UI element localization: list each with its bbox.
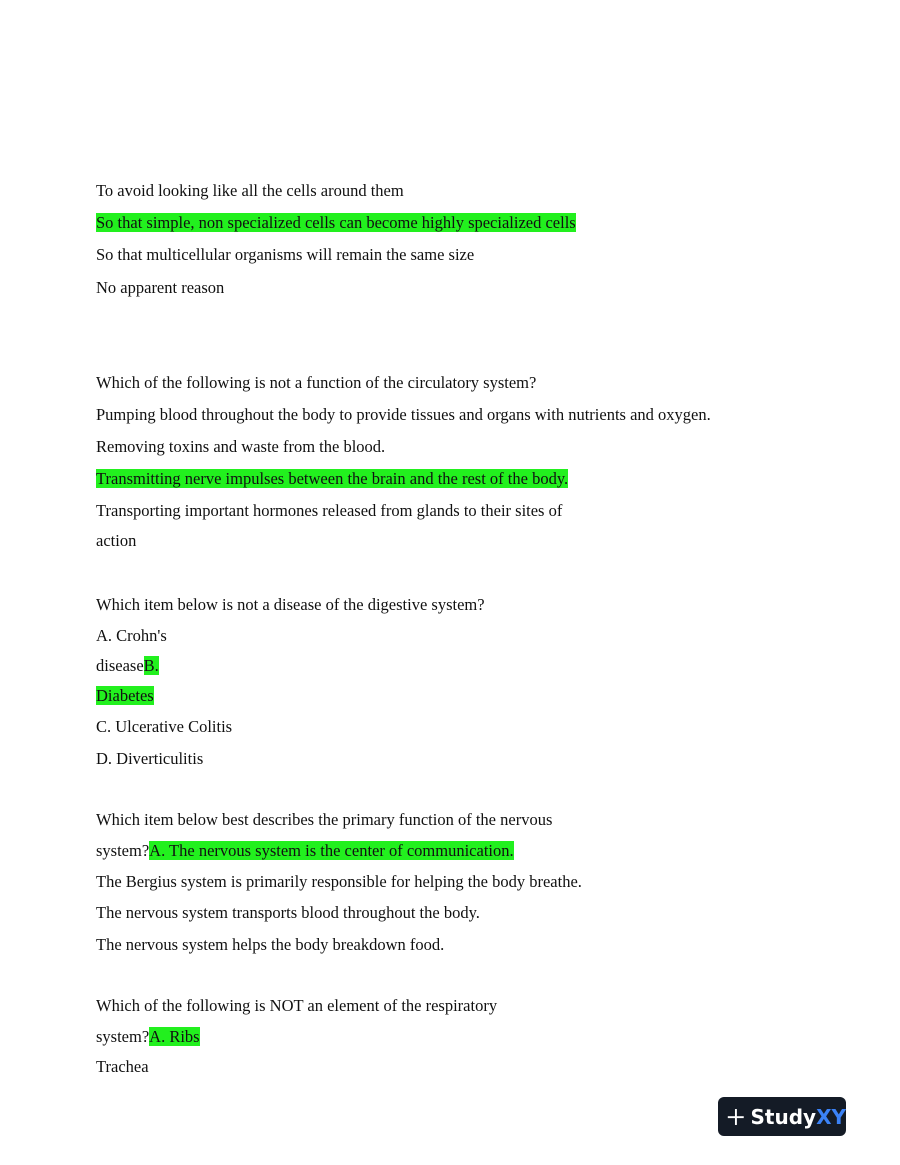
q1-option-4: No apparent reason	[96, 278, 225, 297]
q4-option-3: The nervous system transports blood throughout the body.	[96, 903, 480, 922]
q5-option-a-answer: A. Ribs	[149, 1027, 200, 1046]
q5-option-2: Trachea	[96, 1057, 149, 1076]
q3-question: Which item below is not a disease of the digestive system?	[96, 595, 485, 614]
q2-option-4: Transporting important hormones released from glands to their sites of	[96, 501, 563, 520]
q1-option-2-answer: So that simple, non specialized cells can become highly specialized cells	[96, 213, 576, 232]
q4-option-a-answer: A. The nervous system is the center of communication.	[149, 841, 514, 860]
q4-option-4: The nervous system helps the body breakdown food.	[96, 935, 445, 954]
logo-name: StudyXY	[750, 1104, 846, 1129]
q1-option-1: To avoid looking like all the cells around them	[96, 181, 404, 200]
q2-option-2: Removing toxins and waste from the blood.	[96, 437, 386, 456]
q2-option-3-answer: Transmitting nerve impulses between the brain and the rest of the body.	[96, 469, 569, 488]
q2-option-1: Pumping blood throughout the body to provide tissues and organs with nutrients and oxygen.	[96, 405, 711, 424]
q3-option-a-cont: disease	[96, 656, 144, 675]
q5-question-end: system?	[96, 1027, 150, 1046]
q4-question: Which item below best describes the primary function of the nervous	[96, 810, 553, 829]
q3-option-d: D. Diverticulitis	[96, 749, 204, 768]
plus-icon	[727, 1106, 745, 1128]
q1-option-3: So that multicellular organisms will remain the same size	[96, 245, 475, 264]
q3-option-a: A. Crohn's	[96, 626, 167, 645]
q2-question: Which of the following is not a function of the circulatory system?	[96, 373, 537, 392]
q3-option-c: C. Ulcerative Colitis	[96, 717, 233, 736]
q5-question: Which of the following is NOT an element of the respiratory	[96, 996, 498, 1015]
q3-option-b-marker: B.	[143, 656, 159, 675]
q4-option-2: The Bergius system is primarily responsible for helping the body breathe.	[96, 872, 582, 891]
studyxy-logo	[718, 1097, 846, 1136]
q4-question-end: system?	[96, 841, 150, 860]
q3-option-b-answer: Diabetes	[96, 686, 154, 705]
q2-option-4-cont: action	[96, 531, 137, 550]
